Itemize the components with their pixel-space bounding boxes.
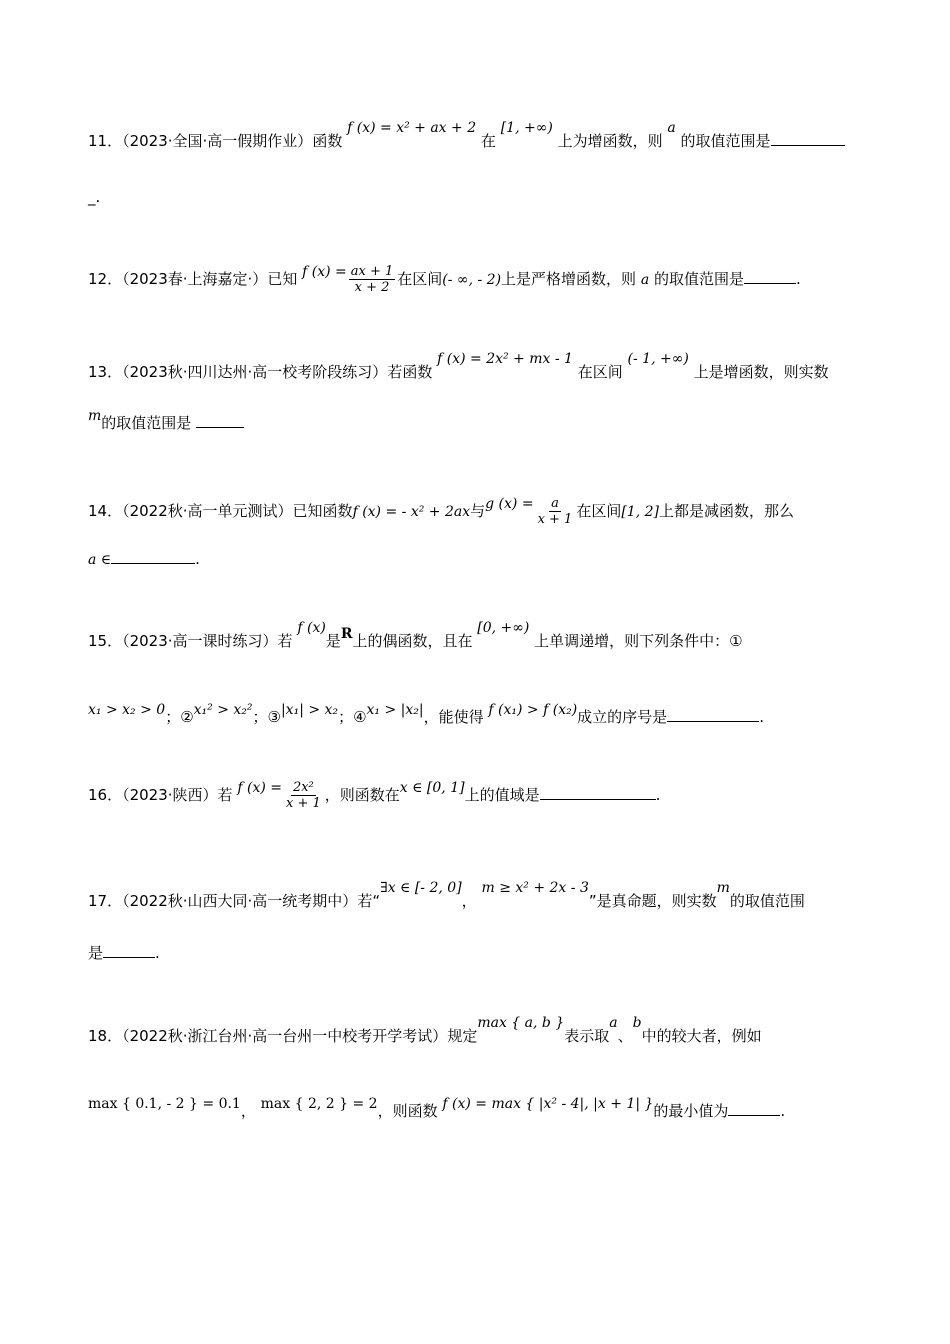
question-number: 17． <box>88 892 123 910</box>
separator: ；③ <box>252 708 281 726</box>
math-variable: b <box>632 1015 642 1031</box>
question-text: ，则函数 <box>377 1102 438 1120</box>
math-expression: f (x) = max { |x² - 4|, |x + 1| } <box>442 1096 654 1112</box>
math-expression: ∃x ∈ [- 2, 0] <box>380 880 462 896</box>
math-fraction <box>284 780 323 811</box>
question-text: 已知函数 <box>292 502 353 520</box>
math-expression: f (x) = x² + ax + 2 <box>347 120 477 136</box>
condition-2: x₁² > x₂² <box>193 702 253 718</box>
question-text: 若“ <box>357 892 381 910</box>
math-variable: m <box>88 408 102 424</box>
question-13-line-2 <box>88 408 862 435</box>
fraction-denominator: x + 2 <box>354 280 390 295</box>
question-text: 上都是减函数，那么 <box>658 502 794 520</box>
math-expression: a ∈ <box>88 552 112 568</box>
question-text: 表示取 <box>564 1027 610 1045</box>
question-text: 上的偶函数，且在 <box>352 632 473 650</box>
question-text: 上的值域是 <box>464 786 540 804</box>
math-expression: (- 1, +∞) <box>627 351 689 367</box>
question-text: 函数 <box>312 132 343 150</box>
question-text: ，则函数在 <box>324 786 400 804</box>
answer-blank <box>540 785 656 800</box>
question-14-line-2 <box>88 548 862 571</box>
question-17-line-2 <box>88 942 862 964</box>
answer-blank <box>771 131 845 146</box>
condition-3: |x₁| > x₂ <box>280 702 339 718</box>
question-text: 上是严格增函数，则 <box>501 270 637 288</box>
math-expression: g (x) = <box>485 496 534 512</box>
separator: ；② <box>165 708 194 726</box>
question-number: 11． <box>88 132 123 150</box>
question-source: （2023·陕西） <box>122 786 218 804</box>
question-text: 的最小值为 <box>653 1102 729 1120</box>
question-text: 上是增函数，则实数 <box>693 363 829 381</box>
question-number: 12． <box>88 270 123 288</box>
question-source: （2023·高一课时练习） <box>122 632 278 650</box>
answer-blank <box>728 1101 780 1116</box>
question-text: 在 <box>480 132 496 150</box>
question-text: 的取值范围是 <box>101 414 192 432</box>
math-expression: f (x) = <box>302 264 347 280</box>
question-text: 的取值范围是 <box>680 132 771 150</box>
answer-blank <box>111 549 195 564</box>
question-text: 规定 <box>447 1027 478 1045</box>
question-text: 在区间 <box>576 502 622 520</box>
question-text: 上为增函数，则 <box>557 132 663 150</box>
math-expression: R <box>340 626 353 642</box>
fraction-numerator: 2x² <box>292 780 314 795</box>
question-text: ，能使得 <box>423 708 484 726</box>
math-example-2: max { 2, 2 } = 2 <box>260 1096 378 1112</box>
math-expression: f (x) = <box>237 780 282 796</box>
question-text: 的取值范围是 <box>653 270 744 288</box>
fraction-denominator: x + 1 <box>285 796 321 811</box>
math-expression: [1, 2] <box>621 504 659 520</box>
question-text: 上单调递增，则下列条件中：① <box>534 632 743 650</box>
question-source: （2023秋·四川达州·高一校考阶段练习） <box>122 363 388 381</box>
question-text: 在区间 <box>397 270 443 288</box>
question-source: （2022秋·浙江台州·高一台州一中校考开学考试） <box>122 1027 448 1045</box>
question-18 <box>88 1015 862 1048</box>
math-expression: m ≥ x² + 2x - 3 <box>481 880 589 896</box>
answer-blank <box>667 707 759 722</box>
question-number: 13． <box>88 363 123 381</box>
question-text: 若函数 <box>387 363 433 381</box>
question-source: （2022秋·山西大同·高一统考期中） <box>122 892 358 910</box>
math-fraction <box>536 496 575 527</box>
answer-blank-end: _. <box>88 188 101 206</box>
question-11 <box>88 120 862 153</box>
answer-blank <box>196 413 244 428</box>
math-expression: [0, +∞) <box>477 620 530 636</box>
answer-blank <box>103 943 155 958</box>
math-example-1: max { 0.1, - 2 } = 0.1 <box>88 1096 241 1112</box>
math-variable: a <box>640 272 650 288</box>
separator: ， <box>461 892 477 910</box>
question-text: 中的较大者，例如 <box>641 1027 762 1045</box>
question-text: 在区间 <box>577 363 623 381</box>
separator: ， <box>240 1102 256 1120</box>
question-source: （2022秋·高一单元测试） <box>122 502 293 520</box>
math-expression: f (x) = 2x² + mx - 1 <box>437 351 573 367</box>
question-15-line-2 <box>88 702 862 729</box>
math-expression: [1, +∞) <box>500 120 553 136</box>
fraction-numerator: a <box>551 496 559 511</box>
question-number: 16． <box>88 786 123 804</box>
punctuation: . <box>780 1102 786 1120</box>
math-variable: a <box>667 120 676 136</box>
math-expression: f (x) = - x² + 2ax <box>352 504 471 520</box>
question-text: 若 <box>277 632 293 650</box>
separator: ；④ <box>338 708 367 726</box>
math-fraction <box>349 264 396 295</box>
question-number: 18． <box>88 1027 123 1045</box>
condition-4: x₁ > |x₂| <box>366 702 424 718</box>
math-variable: m <box>716 880 730 896</box>
question-11-line-2 <box>88 186 862 208</box>
math-expression: max { a, b } <box>477 1015 565 1031</box>
question-text: 若 <box>217 786 233 804</box>
punctuation: . <box>195 550 200 568</box>
question-text: 成立的序号是 <box>577 708 668 726</box>
punctuation: . <box>759 708 764 726</box>
math-variable: a <box>609 1015 618 1031</box>
question-number: 14． <box>88 502 123 520</box>
separator: 、 <box>617 1027 633 1045</box>
question-14 <box>88 496 862 527</box>
question-source: （2023·全国·高一假期作业） <box>122 132 313 150</box>
question-source: （2023春·上海嘉定·） <box>122 270 268 288</box>
question-text: 的取值范围 <box>729 892 805 910</box>
question-17 <box>88 880 862 913</box>
fraction-denominator: x + 1 <box>537 512 573 527</box>
question-16 <box>88 780 862 811</box>
math-expression: x ∈ [0, 1] <box>399 780 465 796</box>
condition-1: x₁ > x₂ > 0 <box>88 702 166 718</box>
math-expression: f (x) <box>297 620 326 636</box>
question-18-line-2 <box>88 1096 862 1123</box>
question-15 <box>88 620 862 653</box>
question-text: 与 <box>470 502 486 520</box>
punctuation: . <box>155 944 160 962</box>
question-number: 15． <box>88 632 123 650</box>
question-12 <box>88 264 862 295</box>
question-text: 是 <box>88 944 104 962</box>
fraction-numerator: ax + 1 <box>350 264 394 279</box>
question-13 <box>88 351 862 384</box>
question-text: 已知 <box>267 270 298 288</box>
answer-blank <box>744 269 796 284</box>
math-expression: f (x₁) > f (x₂) <box>488 702 578 718</box>
question-text: ”是真命题，则实数 <box>588 892 717 910</box>
math-expression: (- ∞, - 2) <box>442 272 502 288</box>
punctuation: . <box>655 786 661 804</box>
punctuation: . <box>796 270 801 288</box>
question-text: 是 <box>325 632 341 650</box>
